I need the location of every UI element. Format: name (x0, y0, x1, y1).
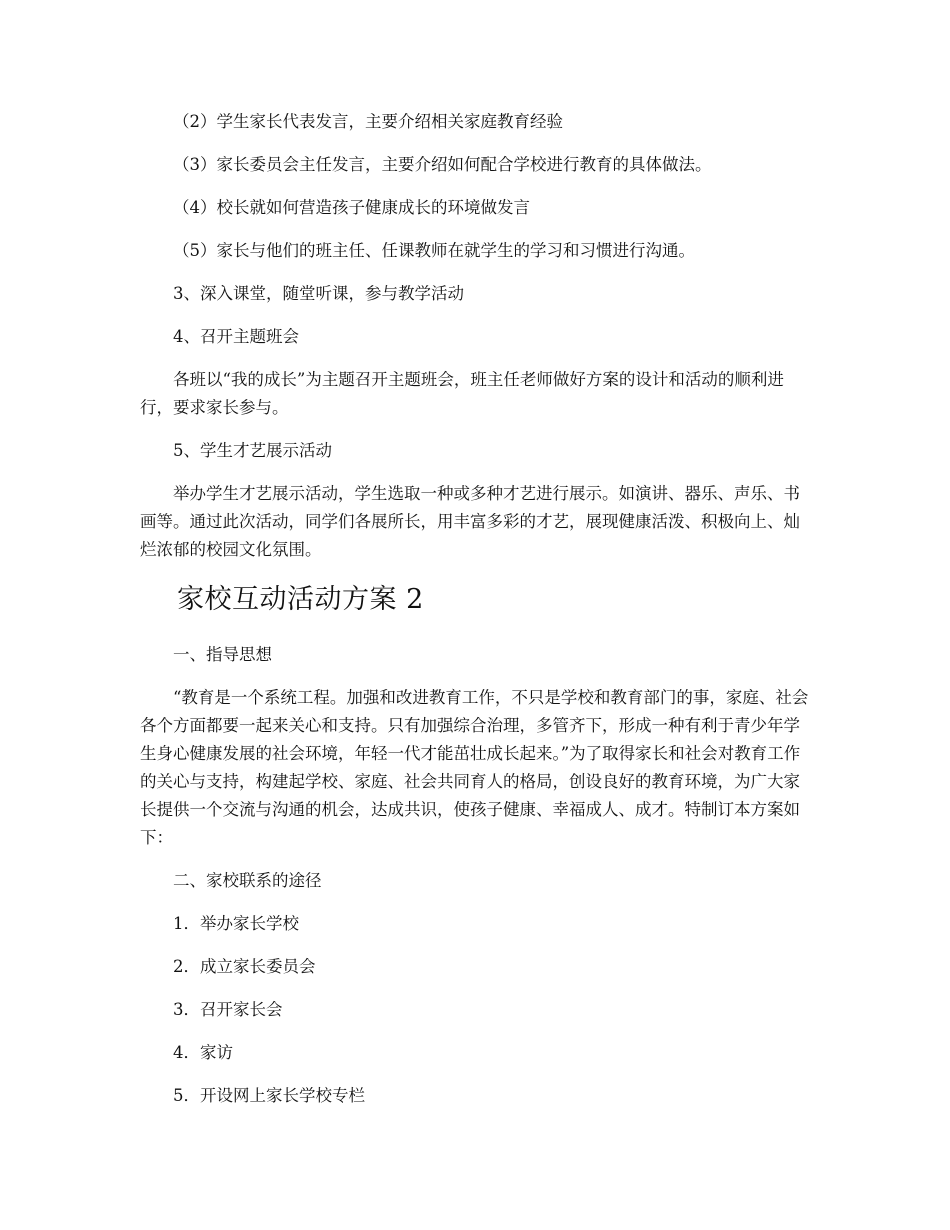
paragraph-teacher-communication: （5）家长与他们的班主任、任课教师在就学生的学习和习惯进行沟通。 (173, 241, 695, 260)
paragraph-committee-director: （3）家长委员会主任发言，主要介绍如何配合学校进行教育的具体做法。 (173, 155, 712, 174)
paragraph-contact-channels-heading: 二、家校联系的途径 (173, 871, 322, 890)
section-title: 家校互动活动方案 2 (177, 584, 424, 615)
paragraph-talent-show-body: 举办学生才艺展示活动，学生选取一种或多种才艺进行展示。如演讲、器乐、声乐、书画等。通过此次活动，同学们各展所长，用丰富多彩的才艺，展现健康活泼、积极向上、灿烂浓郁的校园文化氛围。 (140, 484, 800, 559)
list-item-parent-school: 1．举办家长学校 (173, 914, 299, 933)
list-item-online-column: 5．开设网上家长学校专栏 (173, 1086, 365, 1105)
paragraph-theme-meeting-heading: 4、召开主题班会 (173, 327, 299, 346)
paragraph-guiding-ideology-heading: 一、指导思想 (173, 645, 272, 664)
list-item-home-visit: 4．家访 (173, 1043, 233, 1062)
list-item-parent-meeting: 3．召开家长会 (173, 1000, 283, 1019)
paragraph-theme-meeting-body: 各班以“我的成长”为主题召开主题班会，班主任老师做好方案的设计和活动的顺利进行，要求家长参与。 (140, 370, 784, 417)
paragraph-parent-representative: （2）学生家长代表发言，主要介绍相关家庭教育经验 (173, 112, 563, 131)
paragraph-talent-show-heading: 5、学生才艺展示活动 (173, 441, 332, 460)
paragraph-classroom-visit: 3、深入课堂，随堂听课，参与教学活动 (173, 284, 464, 303)
paragraph-principal-speech: （4）校长就如何营造孩子健康成长的环境做发言 (173, 198, 530, 217)
list-item-parent-committee: 2．成立家长委员会 (173, 957, 316, 976)
paragraph-guiding-ideology-body: “教育是一个系统工程。加强和改进教育工作，不只是学校和教育部门的事，家庭、社会各个方面都要一起来关心和支持。只有加强综合治理，多管齐下，形成一种有利于青少年学生身心健康发展的社会环境，年轻一代才能茁壮成长起来。”为了取得家长和社会对教育工作的关心与支持，构建起学校、家庭、社会共同育人的格局，创设良好的教育环境，为广大家长提供一个交流与沟通的机会，达成共识，使孩子健康、幸福成人、成才。特制订本方案如下： (140, 688, 809, 847)
document-body (140, 108, 810, 1110)
